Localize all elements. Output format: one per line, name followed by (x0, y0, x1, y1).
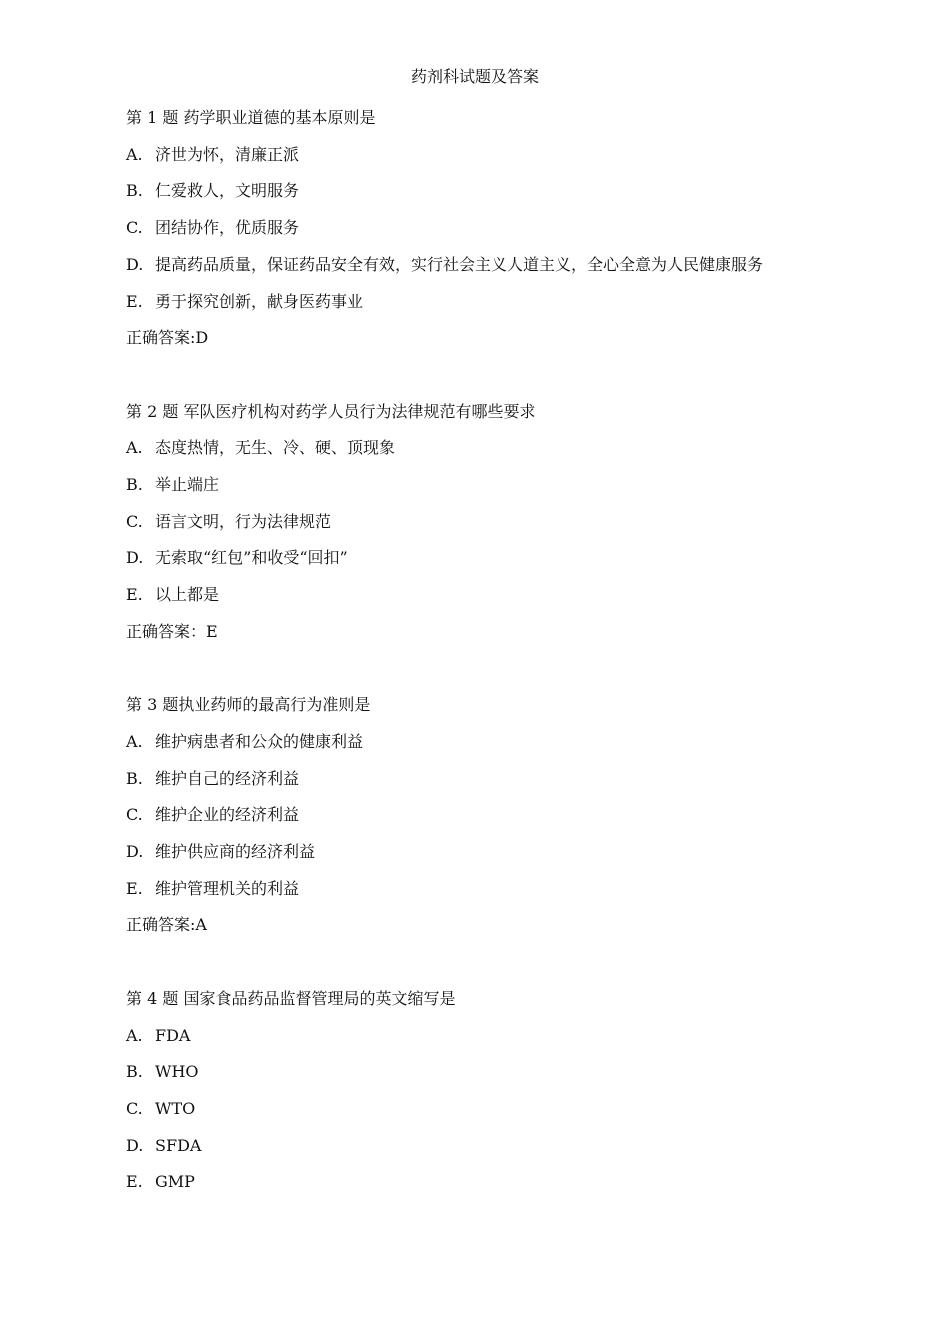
option-letter: D. (126, 548, 144, 568)
option-letter: B. (126, 181, 143, 201)
option-e (126, 871, 826, 908)
question-stem: 第 3 题执业药师的最高行为准则是 (126, 695, 371, 715)
option-text: 勇于探究创新，献身医药事业 (155, 291, 364, 311)
option-letter: B. (126, 475, 143, 495)
option-text: 济世为怀，清廉正派 (155, 144, 300, 164)
question-4 (126, 981, 826, 1201)
option-text: WHO (155, 1062, 199, 1082)
option-letter: E. (126, 291, 143, 311)
option-b (126, 761, 826, 798)
option-letter: A. (126, 731, 143, 751)
question-stem: 第 2 题 军队医疗机构对药学人员行为法律规范有哪些要求 (126, 401, 536, 421)
correct-answer: 正确答案:D (126, 328, 209, 348)
option-letter: D. (126, 842, 144, 862)
option-letter: A. (126, 1025, 143, 1045)
option-text: WTO (155, 1098, 196, 1118)
option-text: 维护病患者和公众的健康利益 (155, 731, 364, 751)
option-a (126, 1018, 826, 1055)
question-2 (126, 394, 826, 651)
option-a (126, 430, 826, 467)
option-d (126, 834, 826, 871)
option-text: 提高药品质量，保证药品安全有效，实行社会主义人道主义，全心全意为人民健康服务 (155, 254, 764, 274)
option-e (126, 577, 826, 614)
option-text: 团结协作，优质服务 (155, 218, 300, 238)
option-text: 维护管理机关的利益 (155, 878, 300, 898)
correct-answer: 正确答案：E (126, 621, 218, 641)
option-text: 语言文明，行为法律规范 (155, 511, 332, 531)
option-letter: D. (126, 1135, 144, 1155)
option-text: 维护企业的经济利益 (155, 805, 300, 825)
option-text: 以上都是 (155, 585, 220, 605)
option-a (126, 137, 826, 174)
option-b (126, 1054, 826, 1091)
option-letter: C. (126, 511, 143, 531)
option-a (126, 724, 826, 761)
option-b (126, 173, 826, 210)
option-c (126, 797, 826, 834)
option-letter: B. (126, 768, 143, 788)
option-letter: A. (126, 144, 143, 164)
option-text: 举止端庄 (155, 475, 220, 495)
option-text: 维护自己的经济利益 (155, 768, 300, 788)
option-e (126, 284, 826, 321)
option-text: 无索取“红包”和收受“回扣” (155, 548, 348, 568)
document-title: 药剂科试题及答案 (410, 67, 539, 86)
question-stem: 第 4 题 国家食品药品监督管理局的英文缩写是 (126, 988, 456, 1008)
option-letter: E. (126, 585, 143, 605)
option-d (126, 247, 796, 284)
option-text: GMP (155, 1172, 195, 1192)
option-letter: B. (126, 1062, 143, 1082)
question-1 (126, 100, 826, 357)
option-text: FDA (155, 1025, 191, 1045)
option-letter: C. (126, 1098, 143, 1118)
question-3 (126, 687, 826, 944)
option-letter: C. (126, 218, 143, 238)
option-c (126, 504, 826, 541)
option-c (126, 210, 826, 247)
option-letter: E. (126, 878, 143, 898)
option-text: 仁爱救人，文明服务 (155, 181, 300, 201)
correct-answer: 正确答案:A (126, 915, 207, 935)
question-stem: 第 1 题 药学职业道德的基本原则是 (126, 108, 376, 127)
option-text: SFDA (155, 1135, 202, 1155)
option-d (126, 1128, 826, 1165)
question-list (126, 100, 826, 1201)
option-letter: C. (126, 805, 143, 825)
option-d (126, 540, 826, 577)
option-text: 态度热情，无生、冷、硬、顶现象 (155, 438, 396, 458)
option-letter: E. (126, 1172, 143, 1192)
option-letter: A. (126, 438, 143, 458)
option-c (126, 1091, 826, 1128)
option-b (126, 467, 826, 504)
option-letter: D. (126, 254, 144, 274)
option-text: 维护供应商的经济利益 (155, 842, 316, 862)
option-e (126, 1164, 826, 1201)
